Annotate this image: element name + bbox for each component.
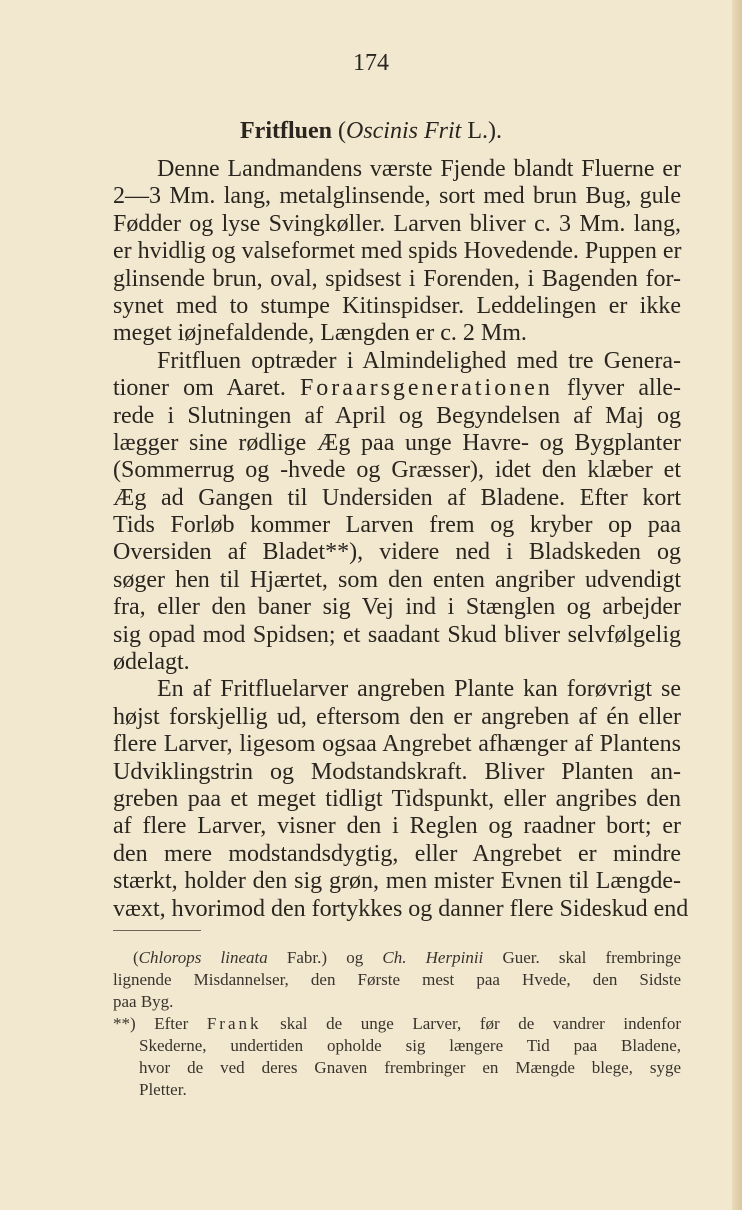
text-line: højst forskjellig ud, eftersom den er angreben af én eller <box>113 703 681 730</box>
text-line: rede i Slutningen af April og Begyndelsen af Maj og <box>113 402 681 429</box>
text-line: En af Fritfluelarver angreben Plante kan forøvrigt se <box>157 676 681 703</box>
footnote-line: Pletter. <box>139 1080 187 1099</box>
footnotes <box>113 947 681 1101</box>
footnote-part: Guer. skal frembringe <box>483 948 681 967</box>
section-heading <box>0 118 742 145</box>
footnote-part: **) Efter <box>113 1014 207 1033</box>
footnote-line: lignende Misdannelser, den Første mest paa Hvede, den Sidste <box>113 970 681 989</box>
footnote-line: paa Byg. <box>113 992 174 1011</box>
line-part: flyver alle- <box>552 375 682 402</box>
footnote-spaced-name: Frank <box>206 1014 262 1033</box>
text-line: stærkt, holder den sig grøn, men mister Evnen til Længde- <box>113 868 681 895</box>
footnote-part: ( <box>133 948 139 967</box>
heading-author: L.). <box>461 118 502 144</box>
text-line: Fritfluen optræder i Almindelighed med tre Genera- <box>157 347 681 374</box>
heading-latin-name: Oscinis Frit <box>345 118 462 144</box>
text-line: glinsende brun, oval, spidsest i Forenden, i Bagenden for- <box>113 265 681 292</box>
text-line: Æg ad Gangen til Undersiden af Bladene. Efter kort <box>113 484 681 511</box>
footnote-line: Skederne, undertiden opholde sig længere Tid paa Bladene, <box>139 1036 681 1055</box>
page-edge <box>732 0 742 1210</box>
line-part: tioner om Aaret. <box>113 375 300 402</box>
text-line: sig opad mod Spidsen; et saadant Skud bliver selvfølgelig <box>113 621 681 648</box>
text-line: fra, eller den baner sig Vej ind i Stænglen og arbejder <box>113 594 681 621</box>
text-line: søger hen til Hjærtet, som den enten angriber udvendigt <box>113 566 681 593</box>
text-line: greben paa et meget tidligt Tidspunkt, eller angribes den <box>113 785 681 812</box>
text-line: væxt, hvorimod den fortykkes og danner flere Sideskud end <box>113 895 689 922</box>
text-line: 2—3 Mm. lang, metalglinsende, sort med brun Bug, gule <box>113 183 681 210</box>
spaced-word: Foraarsgenerationen <box>299 375 553 402</box>
text-line: synet med to stumpe Kitinspidser. Leddelingen er ikke <box>113 292 681 319</box>
footnote-line <box>113 1013 681 1035</box>
text-line: af flere Larver, visner den i Reglen og raadner bort; er <box>113 813 681 840</box>
text-line: Oversiden af Bladet**), videre ned i Bladskeden og <box>113 539 681 566</box>
heading-open: ( <box>331 118 346 144</box>
footnote-latin: Ch. Herpinii <box>382 948 484 967</box>
footnote-latin: Chlorops lineata <box>138 948 268 967</box>
footnote-line: hvor de ved deres Gnaven frembringer en Mængde blege, syge <box>139 1058 681 1077</box>
footnote-part: Fabr.) og <box>267 948 383 967</box>
text-line: (Sommerrug og -hvede og Græsser), idet den klæber et <box>113 457 681 484</box>
text-line-spaced <box>113 375 681 402</box>
text-line: er hvidlig og valseformet med spids Hovedende. Puppen er <box>113 238 682 265</box>
footnote-part: skal de unge Larver, før de vandrer indenfor <box>261 1014 682 1033</box>
text-line: lægger sine rødlige Æg paa unge Havre- og Bygplanter <box>113 429 681 456</box>
heading-title: Fritfluen <box>240 118 332 144</box>
text-line: Denne Landmandens værste Fjende blandt Fluerne er <box>157 156 681 182</box>
text-line: Tids Forløb kommer Larven frem og kryber op paa <box>113 512 681 539</box>
text-line: flere Larver, ligesom ogsaa Angrebet afhænger af Plantens <box>113 731 681 758</box>
text-line: Udviklingstrin og Modstandskraft. Bliver Planten an- <box>113 758 681 785</box>
footnote-divider <box>113 930 201 931</box>
page-number: 174 <box>353 50 389 76</box>
text-line: meget iøjnefaldende, Længden er c. 2 Mm. <box>113 320 527 347</box>
text-line: ødelagt. <box>113 649 190 676</box>
footnote-line <box>113 947 681 969</box>
text-line: den mere modstandsdygtig, eller Angrebet er mindre <box>113 840 681 867</box>
body-text <box>113 156 689 923</box>
text-line: Fødder og lyse Svingkøller. Larven bliver c. 3 Mm. lang, <box>113 210 681 237</box>
